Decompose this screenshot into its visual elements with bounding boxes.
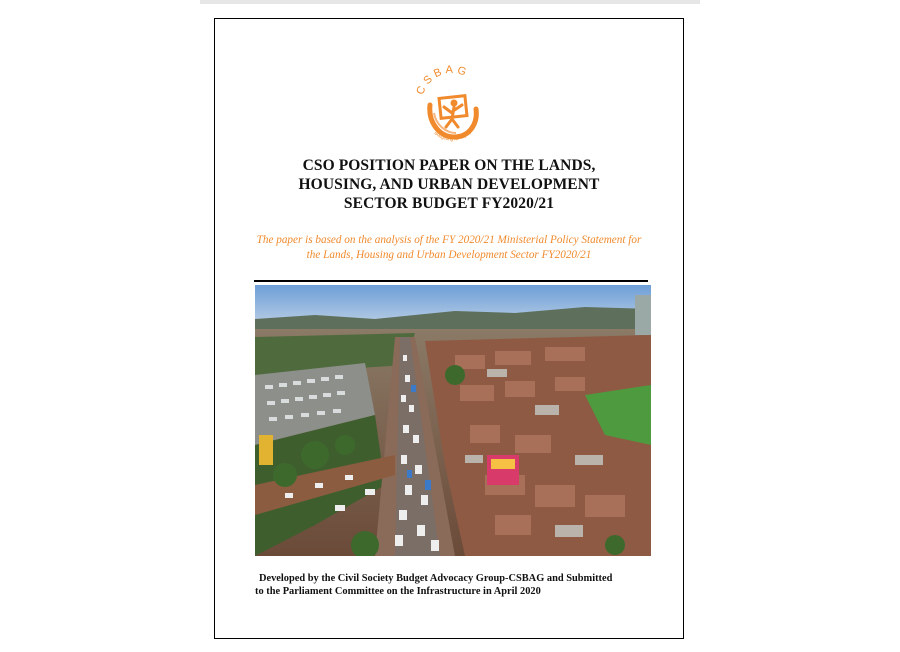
subtitle-line-1: The paper is based on the analysis of the FY 2020/21 Ministerial Policy Statement for [256,234,642,246]
aerial-city-photo [255,285,651,556]
subtitle-line-2: the Lands, Housing and Urban Development Sector FY2020/21 [306,249,592,261]
footer-line-2: to the Parliament Committee on the Infrastructure in April 2020 [255,586,541,597]
horizontal-rule [254,280,648,282]
document-page [214,18,684,639]
svg-text:CSBAG: CSBAG [414,63,472,97]
document-footer [255,572,612,598]
title-line-3: SECTOR BUDGET FY2020/21 [343,195,555,212]
svg-text:Budgeting for equity: Budgeting for equity [433,129,472,142]
title-line-2: HOUSING, AND URBAN DEVELOPMENT [298,176,600,193]
footer-line-1: Developed by the Civil Society Budget Advocacy Group-CSBAG and Submitted [259,573,613,584]
document-subtitle [235,233,663,263]
document-title [215,156,683,213]
csbag-logo [410,63,494,147]
title-line-1: CSO POSITION PAPER ON THE LANDS, [302,157,596,174]
viewer-top-bar [200,0,700,4]
